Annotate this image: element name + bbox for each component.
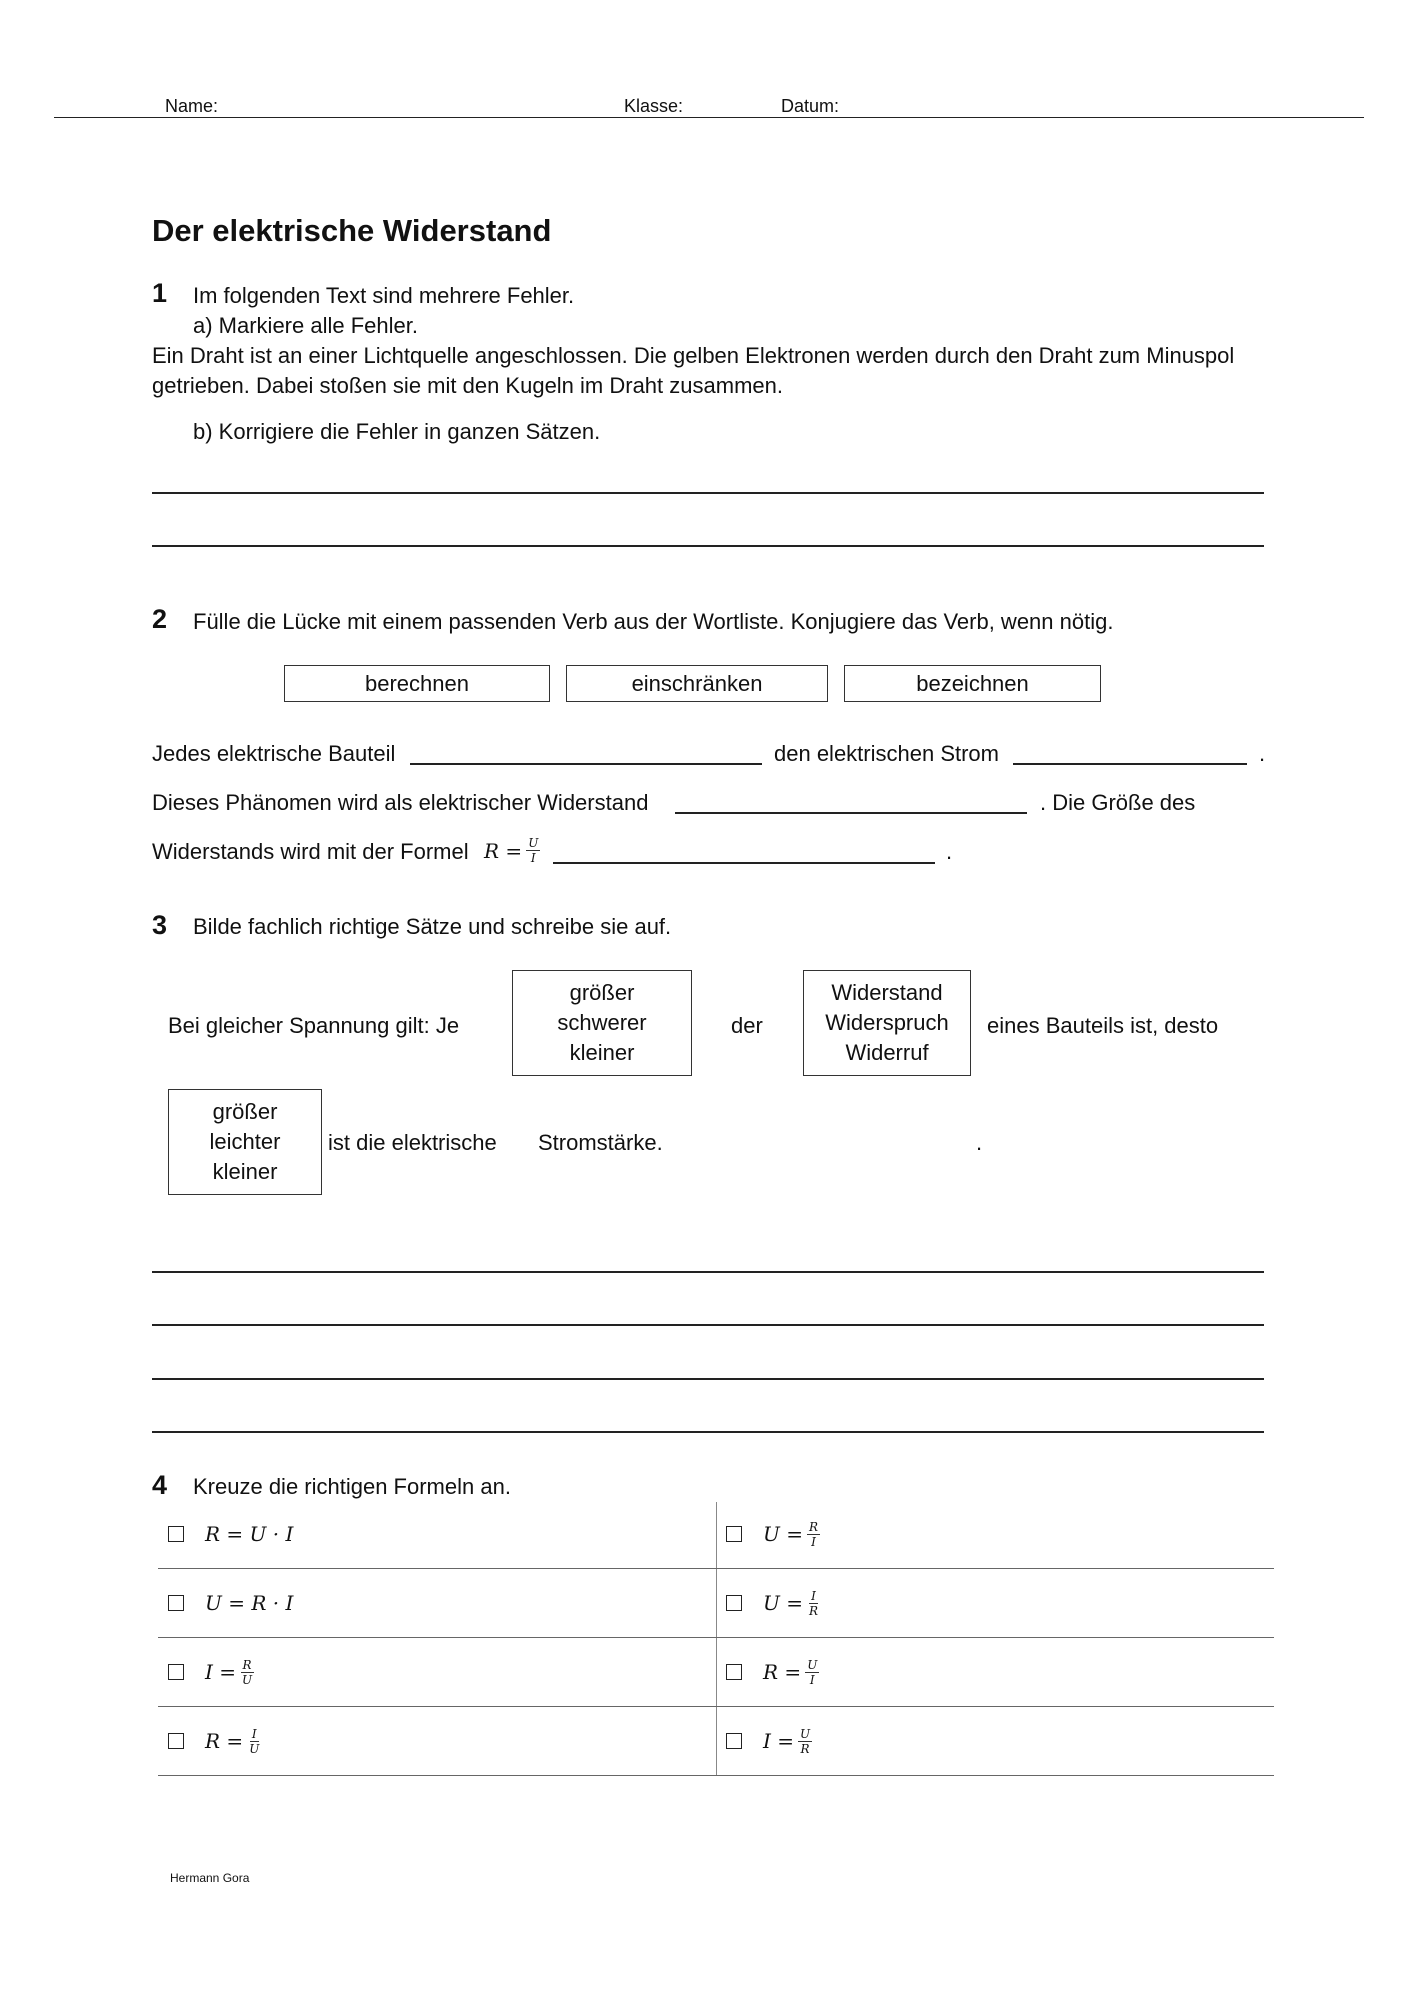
choice-box-noun[interactable] [803,970,971,1076]
formula-fraction [807,1589,820,1618]
sentence-2-part-a: Dieses Phänomen wird als elektrischer Widerstand [152,790,649,815]
table-column-divider [716,1502,717,1775]
fraction-numerator: U [528,836,539,850]
formula-checkbox[interactable] [726,1733,742,1749]
footer-author: Hermann Gora [170,1871,250,1885]
choice-option[interactable]: größer [212,1099,278,1124]
formula-fraction [240,1658,254,1687]
sentence-1-part-b: den elektrischen Strom [774,741,999,766]
fraction-numerator: I [811,1588,816,1603]
task-3-tail-3: Stromstärke. [538,1130,663,1155]
word-box-berechnen [284,665,550,702]
formula-lhs: R = [205,1729,244,1753]
formula-checkbox[interactable] [726,1664,742,1680]
sentence-2-part-b: . Die Größe des [1040,790,1196,815]
task-3-tail-1: eines Bauteils ist, desto [987,1013,1219,1038]
formula-option [205,1514,293,1554]
task-1-part-a: a) Markiere alle Fehler. [193,313,418,338]
choice-option[interactable]: leichter [209,1129,281,1154]
task-1-part-b: b) Korrigiere die Fehler in ganzen Sätzen. [193,419,601,444]
task-1-text-line-1: Ein Draht ist an einer Lichtquelle angeschlossen. Die gelben Elektronen werden durch den Draht zum Minuspol [152,343,1235,368]
word-label: bezeichnen [916,670,1029,696]
formula-checkbox[interactable] [168,1664,184,1680]
formula-option [763,1514,820,1554]
formula-rhs: I [285,1591,294,1615]
fraction-denominator: I [530,851,536,865]
formula-option [205,1583,293,1623]
choice-option[interactable]: Widerruf [845,1040,929,1065]
formula-lhs: U = R · [205,1591,280,1615]
choice-option[interactable]: kleiner [212,1159,278,1184]
fraction-numerator: U [800,1726,811,1741]
fraction-numerator: U [807,1657,818,1672]
page-title: Der elektrische Widerstand [152,213,552,248]
fraction-denominator: I [811,1534,816,1549]
class-label: Klasse: [624,96,684,116]
formula-lhs: R = [484,838,523,863]
formula-lhs: I = [763,1729,795,1753]
sentence-3-end: . [946,839,953,864]
answer-line[interactable] [152,1378,1264,1380]
date-label: Datum: [781,96,840,116]
task-3-end-dot: . [976,1130,983,1155]
formula-rhs: I [285,1522,294,1546]
choice-option[interactable]: Widerspruch [825,1010,949,1035]
formula-lhs: R = [763,1660,802,1684]
formula-checkbox[interactable] [726,1595,742,1611]
gap-line[interactable] [553,862,935,864]
formula-fraction [798,1727,812,1756]
formula-fraction [526,836,540,865]
fraction-denominator: U [242,1672,253,1687]
fraction-denominator: I [809,1672,815,1687]
formula-lhs: R = U · [205,1522,280,1546]
table-row-divider [158,1637,1274,1638]
formula-checkbox[interactable] [168,1526,184,1542]
formula-option [763,1583,820,1623]
resistance-formula [484,836,540,865]
word-label: einschränken [631,670,763,696]
formula-option [205,1721,261,1761]
formula-checkbox[interactable] [726,1526,742,1542]
choice-box-comparative-1[interactable] [512,970,692,1076]
formula-fraction [805,1658,819,1687]
task-2-instruction: Fülle die Lücke mit einem passenden Verb aus der Wortliste. Konjugiere das Verb, wenn nötig. [193,609,1114,634]
task-3-number: 3 [152,910,168,940]
formula-lhs: U = [763,1522,803,1546]
choice-option[interactable]: größer [569,980,635,1005]
task-4-instruction: Kreuze die richtigen Formeln an. [193,1474,511,1499]
answer-line[interactable] [152,492,1264,494]
article-der: der [731,1013,763,1038]
task-3-tail-2: ist die elektrische [328,1130,497,1155]
fraction-numerator: I [251,1726,257,1741]
gap-line[interactable] [1013,763,1247,765]
answer-line[interactable] [152,545,1264,547]
fraction-denominator: R [808,1603,819,1618]
task-4-number: 4 [152,1470,168,1500]
gap-line[interactable] [410,763,762,765]
choice-box-comparative-2[interactable] [168,1089,322,1195]
formula-lhs: I = [205,1660,237,1684]
table-row-divider [158,1706,1274,1707]
word-label: berechnen [365,670,469,696]
fraction-numerator: R [808,1519,819,1534]
formula-option [763,1721,812,1761]
task-3-lead: Bei gleicher Spannung gilt: Je [168,1013,460,1038]
fraction-numerator: R [242,1657,252,1672]
sentence-1-part-a: Jedes elektrische Bauteil [152,741,396,766]
sentence-1-end: . [1259,741,1266,766]
choice-option[interactable]: schwerer [557,1010,647,1035]
task-1-instruction: Im folgenden Text sind mehrere Fehler. [193,283,575,308]
task-1-number: 1 [152,278,168,308]
formula-option [205,1652,254,1692]
table-row-divider [158,1568,1274,1569]
formula-checkbox[interactable] [168,1733,184,1749]
task-2-number: 2 [152,604,168,634]
task-1-text-line-2: getrieben. Dabei stoßen sie mit den Kugeln im Draht zusammen. [152,373,783,398]
sentence-3-part-a: Widerstands wird mit der Formel [152,839,469,864]
formula-fraction [807,1520,820,1549]
choice-option[interactable]: Widerstand [831,980,943,1005]
formula-lhs: U = [763,1591,803,1615]
gap-line[interactable] [675,812,1027,814]
name-label: Name: [165,96,219,116]
formula-fraction [247,1727,261,1756]
formula-checkbox[interactable] [168,1595,184,1611]
answer-line[interactable] [152,1431,1264,1433]
task-3-instruction: Bilde fachlich richtige Sätze und schreibe sie auf. [193,914,672,939]
table-row-divider [158,1775,1274,1776]
fraction-denominator: R [800,1741,810,1756]
formula-option [763,1652,819,1692]
word-box-bezeichnen [844,665,1101,702]
header-rule [54,117,1364,118]
answer-line[interactable] [152,1324,1264,1326]
answer-line[interactable] [152,1271,1264,1273]
choice-option[interactable]: kleiner [569,1040,635,1065]
word-box-einschraenken [566,665,828,702]
fraction-denominator: U [249,1741,260,1756]
